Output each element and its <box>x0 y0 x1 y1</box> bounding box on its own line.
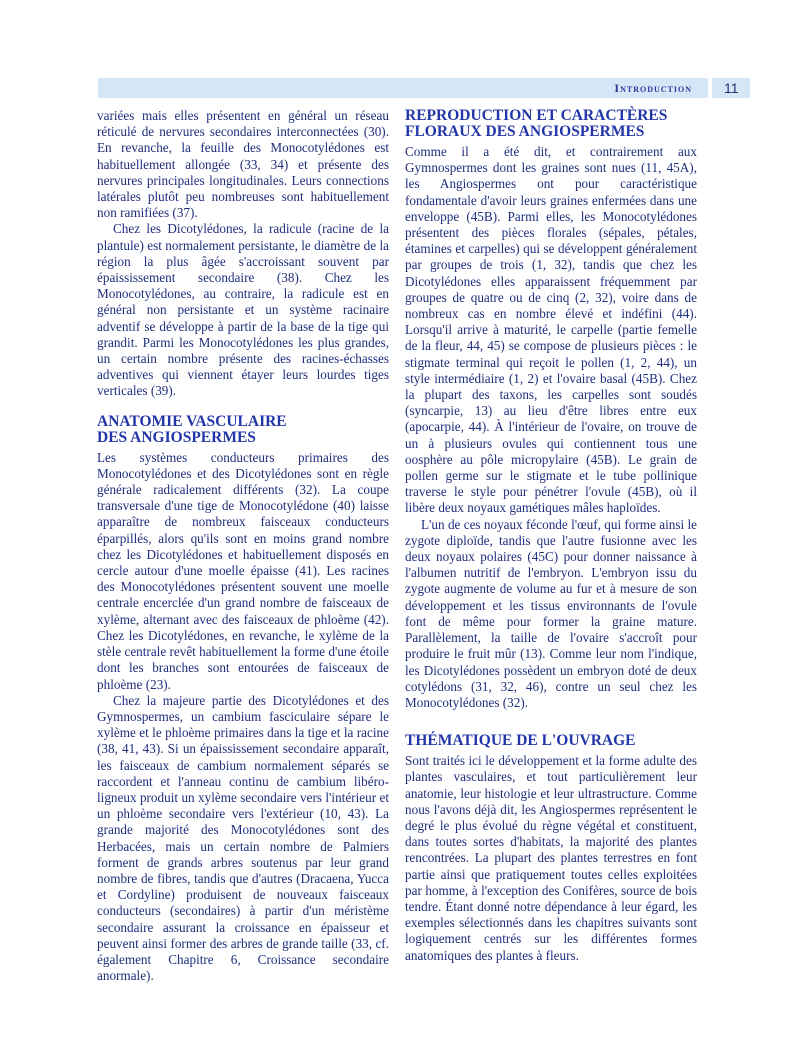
left-paragraph-3: Les systèmes conducteurs primaires des Monocotylédones et des Dicotylédones sont en règle générale radicalement différents (32). La coupe transversale d'une tige de Monocotylédone (40) laisse apparaître de nombreux faisceaux conducteurs éparpillés, alors qu'ils sont en moins grand nombre chez les Dicotylédones et habituellement disposés en cercle autour d'une moelle épaisse (41). Les racines des Monocotylédones présentent souvent une moelle centrale encerclée d'un grand nombre de faisceaux de xylème, alternant avec des faisceaux de phloème (42). Chez les Dicotylédones, en revanche, le xylème de la stèle centrale revêt habituellement la forme d'une étoile dont les branches sont entourées de faisceaux de phloème (23). <box>97 449 389 692</box>
right-paragraph-2: L'un de ces noyaux féconde l'œuf, qui forme ainsi le zygote diploïde, tandis que l'autre fusionne avec les deux noyaux polaires (45C) pour donner naissance à l'albumen nutritif de l'embryon. L'embryon issu du zygote augmente de volume au fur et à mesure de son développement et les tissus environnants de l'ovule font de même pour former la graine mature. Parallèlement, la taille de l'ovaire s'accroît pour produire le fruit mûr (13). Comme leur nom l'indique, les Dicotylédones possèdent un embryon doté de deux cotylédons (31, 32, 46), contre un seul chez les Monocotylédones (32). <box>405 516 697 710</box>
section-heading-thematique <box>405 733 697 749</box>
running-header-title: Introduction <box>614 81 692 95</box>
heading-line: REPRODUCTION ET CARACTÈRES <box>405 107 668 124</box>
heading-line: ANATOMIE VASCULAIRE <box>97 412 287 430</box>
left-paragraph-2: Chez les Dicotylédones, la radicule (racine de la plantule) est normalement persistante, le diamètre de la région la plus âgée s'accroissant souvent par épaississement secondaire (38). Chez les Monocotylédones, au contraire, la radicule est en général non persistante et un système racinaire adventif se développe à partir de la base de la tige qui grandit. Parmi les Monocotylédones les plus grandes, un certain nombre présente des racines-échasses adventives qui viennent étayer leurs lourdes tiges verticales (39). <box>97 221 389 399</box>
left-column <box>97 108 389 984</box>
section-heading-reproduction <box>405 108 697 140</box>
page-number: 11 <box>724 80 739 96</box>
left-paragraph-4: Chez la majeure partie des Dicotylédones et des Gymnospermes, un cambium fasciculaire sépare le xylème et le phloème primaires dans la tige et la racine (38, 41, 43). Si un épaississement secondaire apparaît, les faisceaux de cambium normalement séparés se raccordent et l'anneau continu de cambium libéro-ligneux produit un xylème secondaire vers l'intérieur et un phloème secondaire vers l'extérieur (10, 43). La grande majorité des Monocotylédones sont des Herbacées, mais un certain nombre de Palmiers forment de grands arbres soutenus par leur grand nombre de fibres, tandis que d'autres (Dracaena, Yucca et Cordyline) produisent de nouveaux faisceaux conducteurs (secondaires) à partir d'un méristème secondaire assurant la croissance en épaisseur et peuvent ainsi former des arbres de grande taille (33, cf. également Chapitre 6, Croissance secondaire anormale). <box>97 692 389 984</box>
right-paragraph-1: Comme il a été dit, et contrairement aux Gymnospermes dont les graines sont nues (11, 45A), les Angiospermes ont pour caractéristique fondamentale d'avoir leurs graines enfermées dans une enveloppe (45B). Parmi elles, les Monocotylédones présentent des pièces florales (sépales, pétales, étamines et carpelles) qui se développent généralement par groupes de trois (1, 32), tandis que chez les Dicotylédones elles apparaissent fréquemment par groupes de quatre ou de cinq (2, 32), voire dans de nombreux cas en nombre élevé et indéfini (44). Lorsqu'il arrive à maturité, le carpelle (partie femelle de la fleur, 44, 45) se compose de plusieurs pièces : le stigmate terminal qui reçoit le pollen (1, 2, 44), un style intermédiaire (1, 2) et l'ovaire basal (45B). Chez la plupart des taxons, les carpelles sont soudés (syncarpie, 13) au lieu d'être libres entre eux (apocarpie, 44). À l'intérieur de l'ovaire, on trouve de un à plusieurs ovules qui contiennent tous une oosphère au pôle micropylaire (45B). Le grain de pollen germe sur le stigmate et le tube pollinique traverse le style pour pénétrer l'ovule (45B), où il libère deux noyaux gamétiques mâles haploïdes. <box>405 144 697 516</box>
heading-line: THÉMATIQUE DE L'OUVRAGE <box>405 732 636 750</box>
right-paragraph-3: Sont traités ici le développement et la forme adulte des plantes vasculaires, et tout particulièrement leur anatomie, leur histologie et leur ultrastructure. Comme nous l'avons déjà dit, les Angiospermes représentent le degré le plus évolué du règne végétal et constituent, dans toutes sortes d'habitats, la majorité des plantes rencontrées. La plupart des plantes terrestres en font partie ainsi que pratiquement toutes celles exploitées par homme, à l'exception des Conifères, source de bois tendre. Étant donné notre dépendance à leur égard, les exemples sélectionnés dans les chapitres suivants sont logiquement centrés sur les différentes formes anatomiques des plantes à fleurs. <box>405 753 697 963</box>
heading-line: FLORAUX DES ANGIOSPERMES <box>405 123 645 140</box>
section-heading-anatomie <box>97 414 389 446</box>
heading-line: DES ANGIOSPERMES <box>97 428 256 446</box>
left-paragraph-1: variées mais elles présentent en général un réseau réticulé de nervures secondaires interconnectées (30). En revanche, la feuille des Monocotylédones est habituellement allongée (33, 34) et présente des nervures principales longitudinales. Leurs connections latérales plutôt peu nombreuses sont habituellement non ramifiées (37). <box>97 108 389 221</box>
right-column <box>405 108 697 964</box>
